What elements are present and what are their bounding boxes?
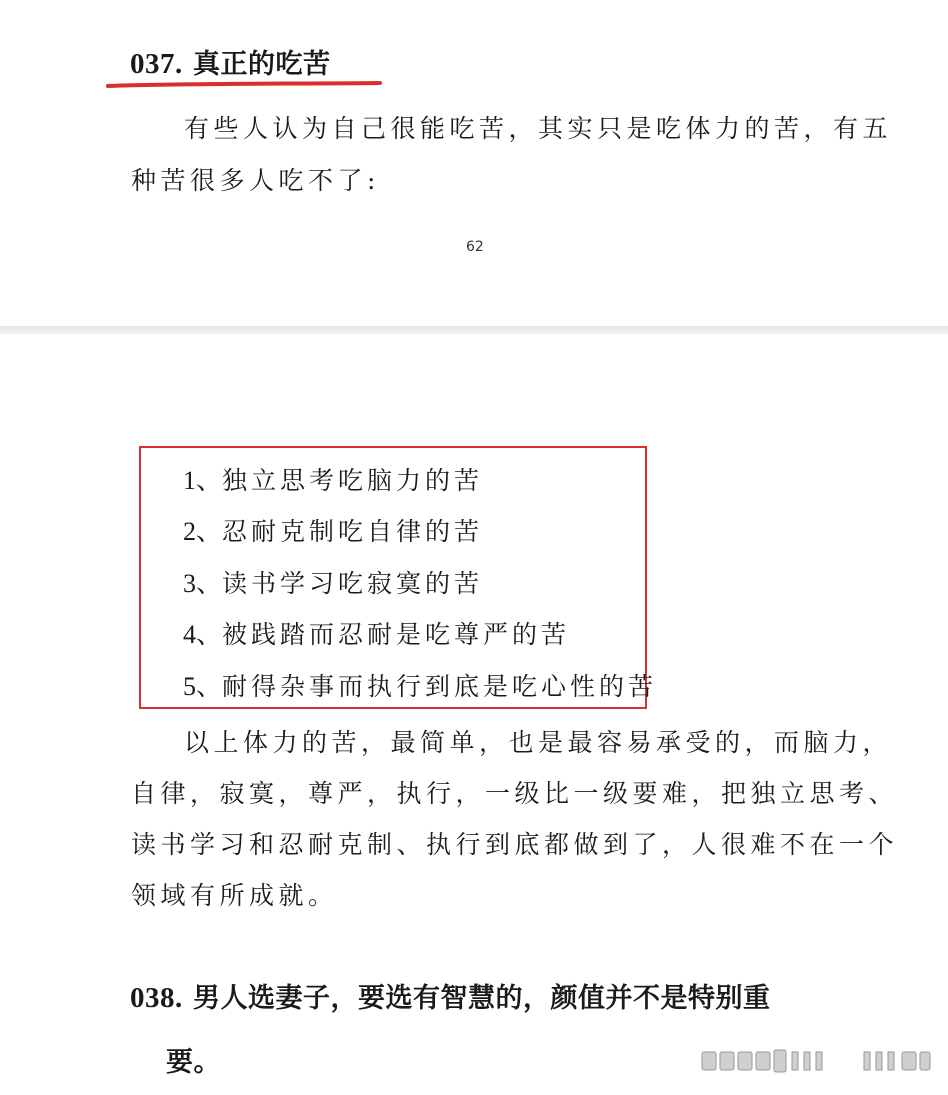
section-heading-038 <box>130 976 771 1015</box>
list-item-index: 4、 <box>183 620 223 649</box>
section-heading-037 <box>130 42 331 81</box>
page-number: 62 <box>466 239 484 255</box>
list-item-text: 读书学习吃寂寞的苦 <box>222 569 484 598</box>
summary-paragraph-line-1: 以上体力的苦，最简单，也是最容易承受的，而脑力， <box>184 728 893 757</box>
watermark-logo <box>700 1046 932 1076</box>
list-item <box>183 519 483 545</box>
heading-title: 男人选妻子，要选有智慧的，颜值并不是特别重 <box>193 983 771 1014</box>
heading-number: 038. <box>130 982 183 1014</box>
page-separator <box>0 326 948 334</box>
heading-title: 真正的吃苦 <box>193 49 331 80</box>
summary-paragraph-line-3: 读书学习和忍耐克制、执行到底都做到了，人很难不在一个 <box>131 830 899 859</box>
red-underline-annotation <box>106 78 382 92</box>
list-item <box>183 674 657 700</box>
list-item-text: 耐得杂事而执行到底是吃心性的苦 <box>222 672 658 701</box>
intro-paragraph-line-1: 有些人认为自己很能吃苦，其实只是吃体力的苦，有五 <box>184 114 893 143</box>
summary-paragraph-line-4: 领域有所成就。 <box>131 881 338 910</box>
list-item <box>183 571 483 597</box>
list-item <box>183 622 570 648</box>
list-item-index: 2、 <box>183 517 223 546</box>
section-heading-038-continued: 要。 <box>166 1047 221 1078</box>
list-item-text: 被践踏而忍耐是吃尊严的苦 <box>222 620 571 649</box>
document-page-top <box>0 0 948 326</box>
intro-paragraph-line-2: 种苦很多人吃不了: <box>131 166 380 195</box>
list-item-index: 3、 <box>183 569 223 598</box>
list-item <box>183 468 483 494</box>
list-item-text: 忍耐克制吃自律的苦 <box>222 517 484 546</box>
list-item-index: 5、 <box>183 672 223 701</box>
list-item-text: 独立思考吃脑力的苦 <box>222 466 484 495</box>
summary-paragraph-line-2: 自律，寂寞，尊严，执行，一级比一级要难，把独立思考、 <box>131 779 899 808</box>
heading-number: 037. <box>130 48 183 80</box>
list-item-index: 1、 <box>183 466 223 495</box>
